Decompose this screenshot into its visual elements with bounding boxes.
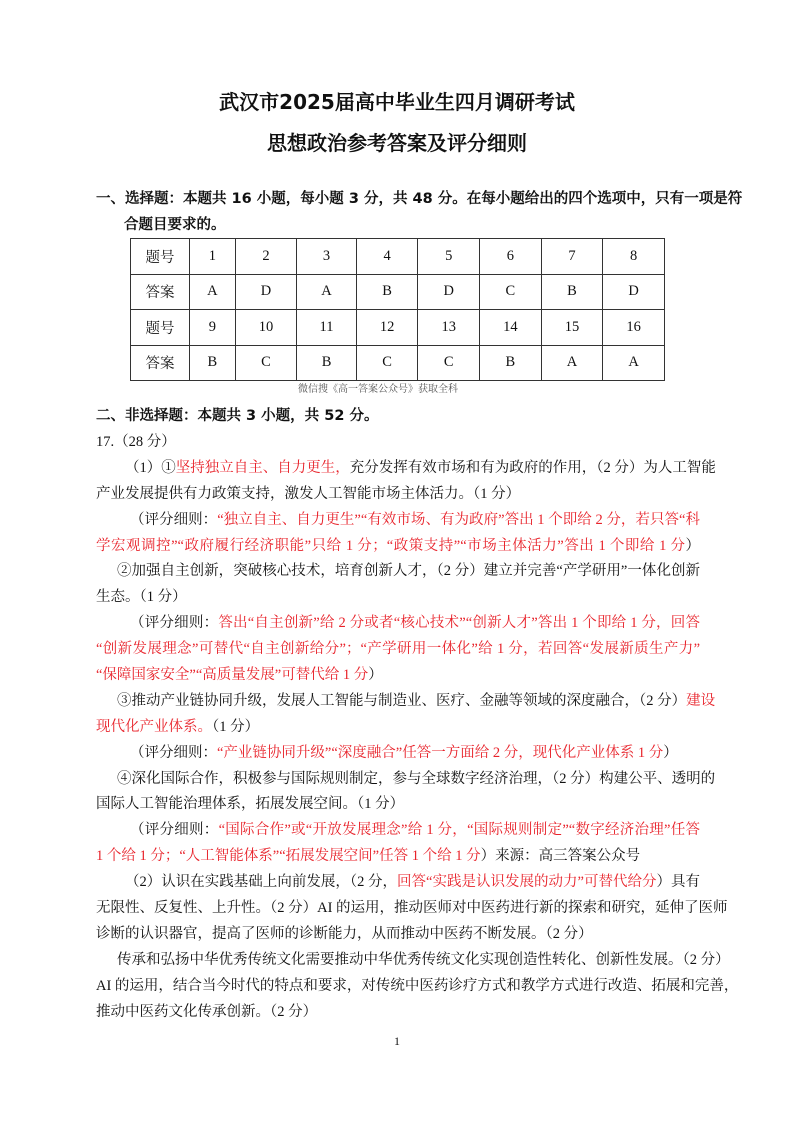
section-1-line-2: 合题目要求的。 [124, 217, 226, 233]
table-cell: A [541, 345, 603, 381]
table-row [131, 274, 665, 310]
table-cell: A [603, 345, 665, 381]
table-cell: 1 [190, 239, 236, 275]
table-cell: B [480, 345, 542, 381]
text-line [96, 715, 700, 741]
table-cell: D [235, 274, 297, 310]
table-cell: 5 [418, 239, 480, 275]
answer-text: 充分发挥有效市场和有为政府的作用，（2 分）为人工智能 [349, 459, 716, 476]
answer-text: （2）认识在实践基础上向前发展，（2 分， [125, 874, 397, 891]
answer-text: （评分细则： [130, 822, 219, 839]
table-cell: 13 [418, 310, 480, 346]
scoring-note-text: 坚持独立自主、自力更生， [175, 459, 350, 476]
text-line [96, 430, 700, 456]
answer-text: 产业发展提供有力政策支持，激发人工智能市场主体活力。（1 分） [96, 485, 521, 502]
answer-text: ③推动产业链协同升级，发展人工智能与制造业、医疗、金融等领域的深度融合，（2 分） [117, 692, 687, 709]
answer-text: ） [368, 667, 383, 684]
answer-text: （评分细则： [130, 744, 217, 761]
scoring-note-text: “创新发展理念”可替代“自主创新给分”；“产学研用一体化”给 1 分，若回答“发展新质生产力” [96, 641, 700, 658]
row-header-cell: 答案 [131, 345, 190, 381]
text-line [96, 456, 716, 482]
scoring-note-text: “独立自主、自力更生”“有效市场、有为政府”答出 1 个即给 2 分，若只答“科 [217, 511, 700, 528]
text-line [96, 844, 700, 870]
table-cell: 10 [235, 310, 297, 346]
table-cell: A [190, 274, 236, 310]
table-cell: 9 [190, 310, 236, 346]
row-header-cell: 答案 [131, 274, 190, 310]
row-header-cell: 题号 [131, 310, 190, 346]
watermark: 微信搜《高一答案公众号》获取全科 [298, 384, 458, 395]
table-cell: 14 [480, 310, 542, 346]
answer-text: ）来源：高三答案公众号 [480, 848, 641, 865]
scoring-note-text: “保障国家安全”“高质量发展”可替代给 1 分 [96, 667, 369, 684]
text-line [96, 767, 716, 793]
table-cell: 16 [603, 310, 665, 346]
table-row [131, 310, 665, 346]
text-line [96, 508, 700, 534]
answer-text: 推动中医药文化传承创新。（2 分） [96, 1003, 318, 1020]
table-cell: 12 [356, 310, 418, 346]
answer-text: 诊断的认识器官，提高了医师的诊断能力，从而推动中医药不断发展。（2 分） [96, 925, 593, 942]
answer-text: （评分细则： [130, 615, 219, 632]
scoring-note-text: 回答“实践是认识发展的动力”可替代给分 [397, 874, 657, 891]
table-cell: B [190, 345, 236, 381]
text-line [96, 741, 700, 767]
section-1-line-1: 一、选择题：本题共 16 小题，每小题 3 分，共 48 分。在每小题给出的四个选项中，只有一项是符 [96, 191, 743, 207]
text-line [96, 534, 700, 560]
text-line [96, 922, 700, 948]
scoring-note-text: 现代化产业体系。 [96, 718, 212, 735]
answer-text: 无限性、反复性、上升性。（2 分）AI 的运用，推动医师对中医药进行新的探索和研究，延伸了医师 [96, 900, 728, 917]
answer-text: AI 的运用，结合当今时代的特点和要求，对传统中医药诊疗方式和教学方式进行改造、拓展和完善， [96, 977, 739, 994]
section-1-heading [96, 186, 743, 238]
scoring-note-text: 学宏观调控”“政府履行经济职能”只给 1 分；“政策支持”“市场主体活力”答出 1 个即给 1 分 [96, 537, 686, 554]
document-subtitle: 思想政治参考答案及评分细则 [267, 131, 527, 155]
answer-text: （1 分） [212, 718, 260, 735]
table-cell: B [541, 274, 603, 310]
table-cell: C [418, 345, 480, 381]
scoring-note-text: 1 个给 1 分；“人工智能体系”“拓展发展空间”任答 1 个给 1 分 [96, 848, 481, 865]
text-line [96, 896, 728, 922]
scoring-note-text: “产业链协同升级”“深度融合”任答一方面给 2 分，现代化产业体系 1 分 [217, 744, 664, 761]
table-row [131, 345, 665, 381]
table-cell: C [356, 345, 418, 381]
answer-text: ） [663, 744, 678, 761]
text-line [96, 482, 700, 508]
table-cell: 11 [297, 310, 357, 346]
answer-text: 传承和弘扬中华优秀传统文化需要推动中华优秀传统文化实现创造性转化、创新性发展。（2 分） [117, 951, 730, 968]
table-cell: 15 [541, 310, 603, 346]
section-2-heading: 二、非选择题：本题共 3 小题，共 52 分。 [96, 408, 379, 424]
text-line [96, 792, 700, 818]
text-line [96, 689, 716, 715]
answer-body [96, 430, 739, 1025]
answer-text: ②加强自主创新，突破核心技术，培育创新人才，（2 分）建立并完善“产学研用”一体化创新 [117, 563, 700, 580]
text-line [96, 611, 700, 637]
table-cell: D [418, 274, 480, 310]
scoring-note-text: “国际合作”或“开放发展理念”给 1 分，“国际规则制定”“数字经济治理”任答 [218, 822, 701, 839]
text-line [96, 663, 700, 689]
table-cell: 7 [541, 239, 603, 275]
text-line [96, 870, 700, 896]
table-cell: 3 [297, 239, 357, 275]
text-line [96, 637, 700, 663]
table-row [131, 239, 665, 275]
row-header-cell: 题号 [131, 239, 190, 275]
answer-text: （1）① [125, 459, 176, 476]
text-line [96, 818, 700, 844]
table-cell: B [356, 274, 418, 310]
answer-text: ） [685, 537, 700, 554]
text-line [96, 585, 700, 611]
answer-table [130, 238, 665, 381]
table-cell: D [603, 274, 665, 310]
table-cell: 6 [480, 239, 542, 275]
page-number: 1 [394, 1034, 400, 1048]
answer-text: 17.（28 分） [96, 434, 176, 450]
text-line [96, 948, 730, 974]
table-cell: 8 [603, 239, 665, 275]
text-line [96, 1000, 700, 1026]
table-cell: 2 [235, 239, 297, 275]
answer-text: ）具有 [656, 874, 701, 891]
table-cell: C [480, 274, 542, 310]
text-line [96, 559, 700, 585]
answer-text: 国际人工智能治理体系，拓展发展空间。（1 分） [96, 796, 405, 813]
table-cell: C [235, 345, 297, 381]
table-cell: 4 [356, 239, 418, 275]
table-cell: B [297, 345, 357, 381]
document-title: 武汉市2025届高中毕业生四月调研考试 [219, 90, 575, 114]
text-line [96, 974, 739, 1000]
scoring-note-text: 答出“自主创新”给 2 分或者“核心技术”“创新人才”答出 1 个即给 1 分，回答 [218, 615, 700, 632]
scoring-note-text: 建设 [686, 692, 716, 709]
answer-text: （评分细则： [130, 511, 218, 528]
answer-text: ④深化国际合作，积极参与国际规则制定，参与全球数字经济治理，（2 分）构建公平、透明的 [117, 770, 716, 787]
answer-text: 生态。（1 分） [96, 589, 187, 606]
table-cell: A [297, 274, 357, 310]
